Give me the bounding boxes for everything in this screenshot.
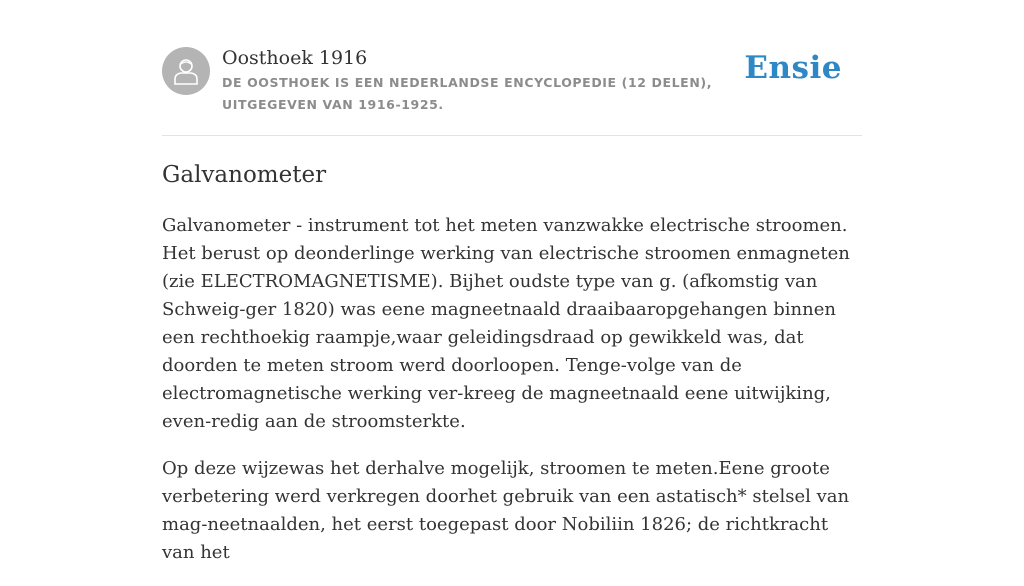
article-paragraph: Op deze wijzewas het derhalve mogelijk, stroomen te meten.Eene groote verbetering werd verkregen doorhet gebruik van een astatisch* stelsel van mag-neetnaalden, het eerst toegepast door Nobiliin 1826; de richtkracht van het (162, 458, 850, 563)
ensie-logo[interactable]: Ensie (744, 50, 842, 86)
article-paragraph: Galvanometer - instrument tot het meten vanzwakke electrische stroomen. Het berust op deonderlinge werking van electrische stroomen enmagneten (zie ELECTROMAGNETISME). Bijhet oudste type van g. (afkomstig van Schweig-ger 1820) was eene magneetnaald draaibaaropgehangen binnen een rechthoekig raampje,waar geleidingsdraad op gewikkeld was, dat doorden te meten stroom werd doorloopen. Tenge-volge van de electromagnetische werking ver-kreeg de magneetnaald eene uitwijking, even-redig aan de stroomsterkte. (162, 215, 850, 432)
source-header (162, 0, 862, 136)
source-description: DE OOSTHOEK IS EEN NEDERLANDSE ENCYCLOPEDIE (12 DELEN), UITGEGEVEN VAN 1916-1925. (222, 75, 713, 112)
article-body (162, 212, 862, 586)
source-title[interactable]: Oosthoek 1916 (222, 47, 368, 69)
user-icon (173, 57, 199, 85)
article-title: Galvanometer (162, 162, 327, 188)
page (162, 0, 862, 563)
avatar[interactable] (162, 47, 210, 95)
